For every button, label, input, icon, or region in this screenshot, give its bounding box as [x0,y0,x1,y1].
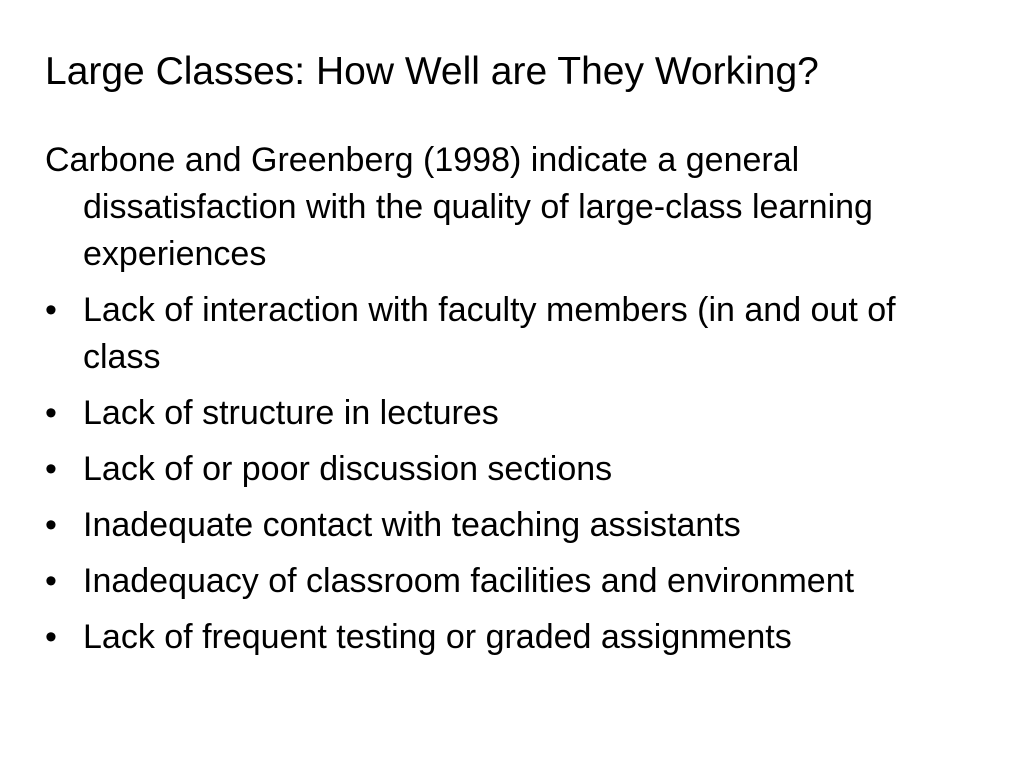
bullet-item [45,390,965,437]
bullet-text: Lack of or poor discussion sections [83,450,613,488]
bullet-text: Lack of frequent testing or graded assignments [83,618,792,656]
bullet-text: Lack of interaction with faculty members (in and out of class [83,291,896,376]
bullet-list [45,287,965,661]
bullet-dot-icon: • [45,618,57,656]
bullet-item [45,558,965,605]
intro-paragraph: Carbone and Greenberg (1998) indicate a general dissatisfaction with the quality of large-class learning experiences [45,141,873,273]
bullet-dot-icon: • [45,562,57,600]
bullet-text: Lack of structure in lectures [83,394,499,432]
slide-body [45,137,965,670]
bullet-dot-icon: • [45,394,57,432]
bullet-item [45,614,965,661]
slide-title: Large Classes: How Well are They Working? [45,50,819,93]
bullet-dot-icon: • [45,450,57,488]
bullet-dot-icon: • [45,291,57,329]
bullet-item [45,502,965,549]
bullet-dot-icon: • [45,506,57,544]
bullet-item [45,287,965,381]
bullet-text: Inadequate contact with teaching assistants [83,506,741,544]
bullet-text: Inadequacy of classroom facilities and environment [83,562,855,600]
bullet-item [45,446,965,493]
